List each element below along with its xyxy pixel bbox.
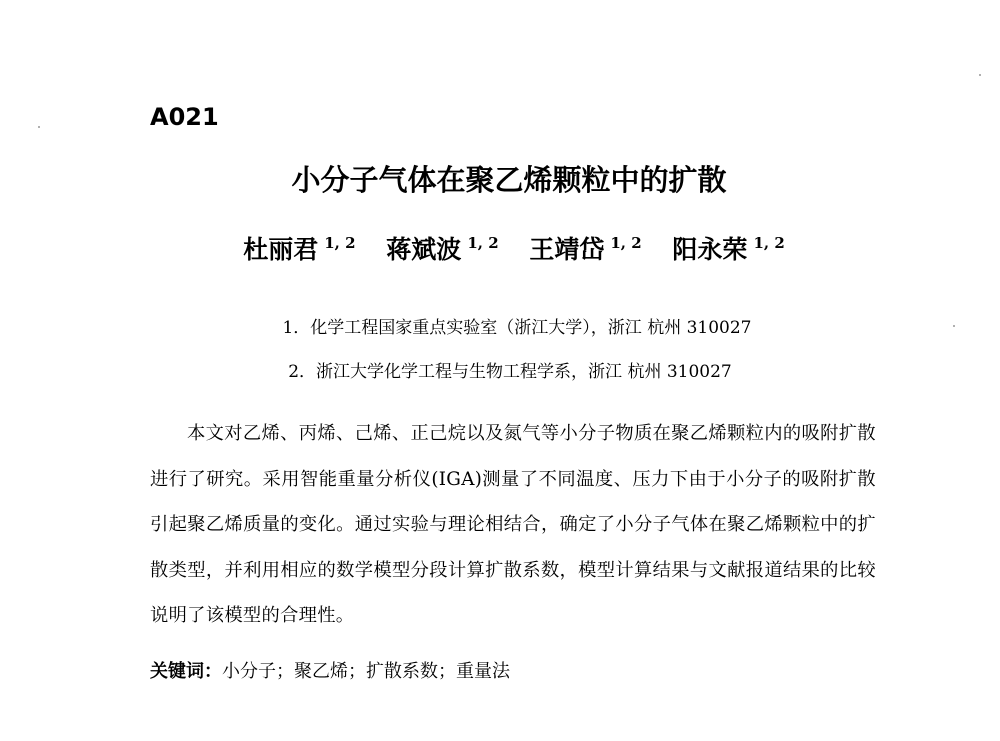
author-name: 杜丽君: [243, 235, 319, 264]
author: [672, 230, 784, 266]
affiliation-2: 2．浙江大学化学工程与生物工程学系，浙江 杭州 310027: [288, 362, 732, 382]
scan-speck: [953, 325, 955, 327]
keywords-value: 小分子；聚乙烯；扩散系数；重量法: [222, 661, 510, 682]
keywords-line: [150, 657, 510, 683]
author-affiliation-mark: 1, 2: [324, 234, 356, 252]
keywords-label: 关键词：: [150, 661, 222, 682]
author-affiliation-mark: 1, 2: [753, 234, 785, 252]
author-name: 阳永荣: [672, 235, 748, 264]
author: [529, 230, 641, 266]
affiliation-1: 1．化学工程国家重点实验室（浙江大学），浙江 杭州 310027: [282, 318, 752, 338]
paper-id: A021: [150, 103, 219, 131]
abstract-text: 本文对乙烯、丙烯、己烯、正己烷以及氮气等小分子物质在聚乙烯颗粒内的吸附扩散进行了研究。采用智能重量分析仪(IGA)测量了不同温度、压力下由于小分子的吸附扩散引起聚乙烯质量的变化。通过实验与理论相结合，确定了小分子气体在聚乙烯颗粒中的扩散类型，并利用相应的数学模型分段计算扩散系数，模型计算结果与文献报道结果的比较说明了该模型的合理性。: [150, 423, 876, 626]
author-list: [0, 230, 1000, 266]
author: [386, 230, 498, 266]
author: [243, 230, 355, 266]
scan-speck: [38, 126, 40, 128]
author-name: 王靖岱: [529, 235, 605, 264]
paper-title: 小分子气体在聚乙烯颗粒中的扩散: [291, 163, 727, 197]
author-affiliation-mark: 1, 2: [467, 234, 499, 252]
author-affiliation-mark: 1, 2: [610, 234, 642, 252]
author-name: 蒋斌波: [386, 235, 462, 264]
scan-speck: [979, 74, 981, 76]
